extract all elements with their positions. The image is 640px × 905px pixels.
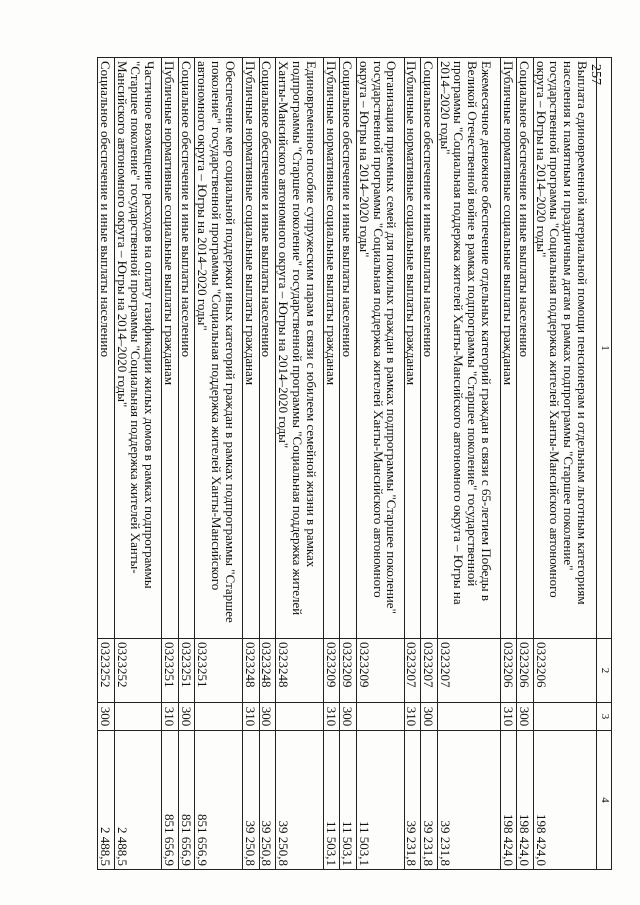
row-sum-cell: 39 250,8 xyxy=(276,731,324,870)
row-sum-cell: 39 231,8 xyxy=(437,731,500,870)
table-row xyxy=(195,58,243,870)
page-number: 257 xyxy=(588,64,603,85)
header-col-3: 3 xyxy=(597,703,612,731)
row-code-cell: 0323251 xyxy=(162,639,179,703)
row-name-cell: Единовременное пособие супружеским парам в связи с юбилеем семейной жизни в рамках подпрограммы "Старшее поколение" государственной программы "Социальная поддержка жителей Ханты-Мансийского автономного округа – Югры на 2014–2020 годы" xyxy=(276,58,324,639)
row-code-cell: 0323209 xyxy=(357,639,405,703)
row-sum-cell: 39 231,8 xyxy=(421,731,438,870)
table-row xyxy=(162,58,179,870)
row-code-cell: 0323207 xyxy=(404,639,421,703)
row-code-cell: 0323251 xyxy=(195,639,243,703)
row-sum-cell: 2 488,5 xyxy=(114,731,162,870)
row-sum-cell: 198 424,0 xyxy=(500,731,517,870)
row-sum-cell: 39 250,8 xyxy=(243,731,260,870)
budget-table xyxy=(97,57,612,870)
table-row xyxy=(357,58,405,870)
row-type-cell: 300 xyxy=(98,703,115,731)
row-name-cell: Публичные нормативные социальные выплаты гражданам xyxy=(243,58,260,639)
table-row xyxy=(500,58,517,870)
row-sum-cell: 198 424,0 xyxy=(517,731,534,870)
row-type-cell: 310 xyxy=(243,703,260,731)
row-name-cell: Выплата единовременной материальной помощи пенсионерам и отдельным льготным категориям населения к памятным и праздничным датам в рамках подпрограммы "Старшее поколение" государственной программы "Социальная поддержка жителей Ханты-Мансийского автономного округа – Югры на 2014–2020 годы" xyxy=(533,58,596,639)
table-row xyxy=(437,58,500,870)
row-name-cell: Ежемесячное денежное обеспечение отдельных категорий граждан в связи с 65-летием Победы в Великой Отечественной войне в рамках подпрограммы "Старшее поколение" государственной программы "Социальная поддержка жителей Ханты-Мансийского автономного округа – Югры на 2014–2020 годы" xyxy=(437,58,500,639)
table-row xyxy=(404,58,421,870)
rotated-page xyxy=(97,57,612,869)
row-name-cell: Частичное возмещение расходов на оплату газификации жилых домов в рамках подпрограммы "Старшее поколение" государственной программы "Социальная поддержка жителей Ханты-Мансийского автономного округа – Югры на 2014–2020 годы" xyxy=(114,58,162,639)
row-type-cell: 300 xyxy=(259,703,276,731)
table-row xyxy=(340,58,357,870)
table-header-row xyxy=(597,58,612,870)
table-row xyxy=(243,58,260,870)
row-sum-cell: 39 231,8 xyxy=(404,731,421,870)
row-type-cell xyxy=(276,703,324,731)
row-name-cell: Публичные нормативные социальные выплаты гражданам xyxy=(162,58,179,639)
row-name-cell: Публичные нормативные социальные выплаты гражданам xyxy=(404,58,421,639)
row-code-cell: 0323248 xyxy=(276,639,324,703)
row-code-cell: 0323209 xyxy=(340,639,357,703)
row-type-cell: 300 xyxy=(517,703,534,731)
row-code-cell: 0323206 xyxy=(517,639,534,703)
row-name-cell: Организация приемных семей для пожилых граждан в рамках подпрограммы "Старшее поколение" государственной программы "Социальная поддержка жителей Ханты-Мансийского автономного округа – Югры на 2014–2020 годы" xyxy=(357,58,405,639)
row-code-cell: 0323209 xyxy=(323,639,340,703)
row-type-cell: 310 xyxy=(323,703,340,731)
row-code-cell: 0323207 xyxy=(437,639,500,703)
row-code-cell: 0323206 xyxy=(500,639,517,703)
row-type-cell xyxy=(437,703,500,731)
row-sum-cell: 851 656,9 xyxy=(162,731,179,870)
row-name-cell: Социальное обеспечение и иные выплаты населению xyxy=(421,58,438,639)
header-col-4: 4 xyxy=(597,731,612,870)
table-row xyxy=(114,58,162,870)
row-type-cell: 300 xyxy=(421,703,438,731)
row-code-cell: 0323206 xyxy=(533,639,596,703)
row-sum-cell: 851 656,9 xyxy=(178,731,195,870)
row-sum-cell: 2 488,5 xyxy=(98,731,115,870)
row-type-cell: 310 xyxy=(500,703,517,731)
row-type-cell xyxy=(195,703,243,731)
row-name-cell: Публичные нормативные социальные выплаты гражданам xyxy=(323,58,340,639)
table-row xyxy=(276,58,324,870)
row-code-cell: 0323252 xyxy=(114,639,162,703)
row-name-cell: Социальное обеспечение и иные выплаты населению xyxy=(340,58,357,639)
table-row xyxy=(98,58,115,870)
row-sum-cell: 851 656,9 xyxy=(195,731,243,870)
row-name-cell: Публичные нормативные социальные выплаты гражданам xyxy=(500,58,517,639)
row-code-cell: 0323251 xyxy=(178,639,195,703)
row-name-cell: Социальное обеспечение и иные выплаты населению xyxy=(98,58,115,639)
header-col-2: 2 xyxy=(597,639,612,703)
row-code-cell: 0323248 xyxy=(243,639,260,703)
row-name-cell: Социальное обеспечение и иные выплаты населению xyxy=(517,58,534,639)
row-sum-cell: 198 424,0 xyxy=(533,731,596,870)
row-sum-cell: 11 503,1 xyxy=(323,731,340,870)
row-code-cell: 0323252 xyxy=(98,639,115,703)
row-sum-cell: 39 250,8 xyxy=(259,731,276,870)
row-name-cell: Обеспечение мер социальной поддержки иных категорий граждан в рамках подпрограммы "Старшее поколение" государственной программы "Социальная поддержка жителей Ханты-Мансийского автономного округа – Югры на 2014–2020 годы" xyxy=(195,58,243,639)
table-row xyxy=(323,58,340,870)
row-code-cell: 0323207 xyxy=(421,639,438,703)
row-type-cell: 310 xyxy=(404,703,421,731)
row-type-cell: 310 xyxy=(162,703,179,731)
row-type-cell: 300 xyxy=(340,703,357,731)
row-type-cell xyxy=(533,703,596,731)
row-type-cell xyxy=(114,703,162,731)
table-row xyxy=(259,58,276,870)
row-type-cell: 300 xyxy=(178,703,195,731)
row-name-cell: Социальное обеспечение и иные выплаты населению xyxy=(178,58,195,639)
table-row xyxy=(421,58,438,870)
header-col-1: 1 xyxy=(597,58,612,639)
table-row xyxy=(517,58,534,870)
row-sum-cell: 11 503,1 xyxy=(357,731,405,870)
row-sum-cell: 11 503,1 xyxy=(340,731,357,870)
table-row xyxy=(178,58,195,870)
row-type-cell xyxy=(357,703,405,731)
table-row xyxy=(533,58,596,870)
row-name-cell: Социальное обеспечение и иные выплаты населению xyxy=(259,58,276,639)
row-code-cell: 0323248 xyxy=(259,639,276,703)
